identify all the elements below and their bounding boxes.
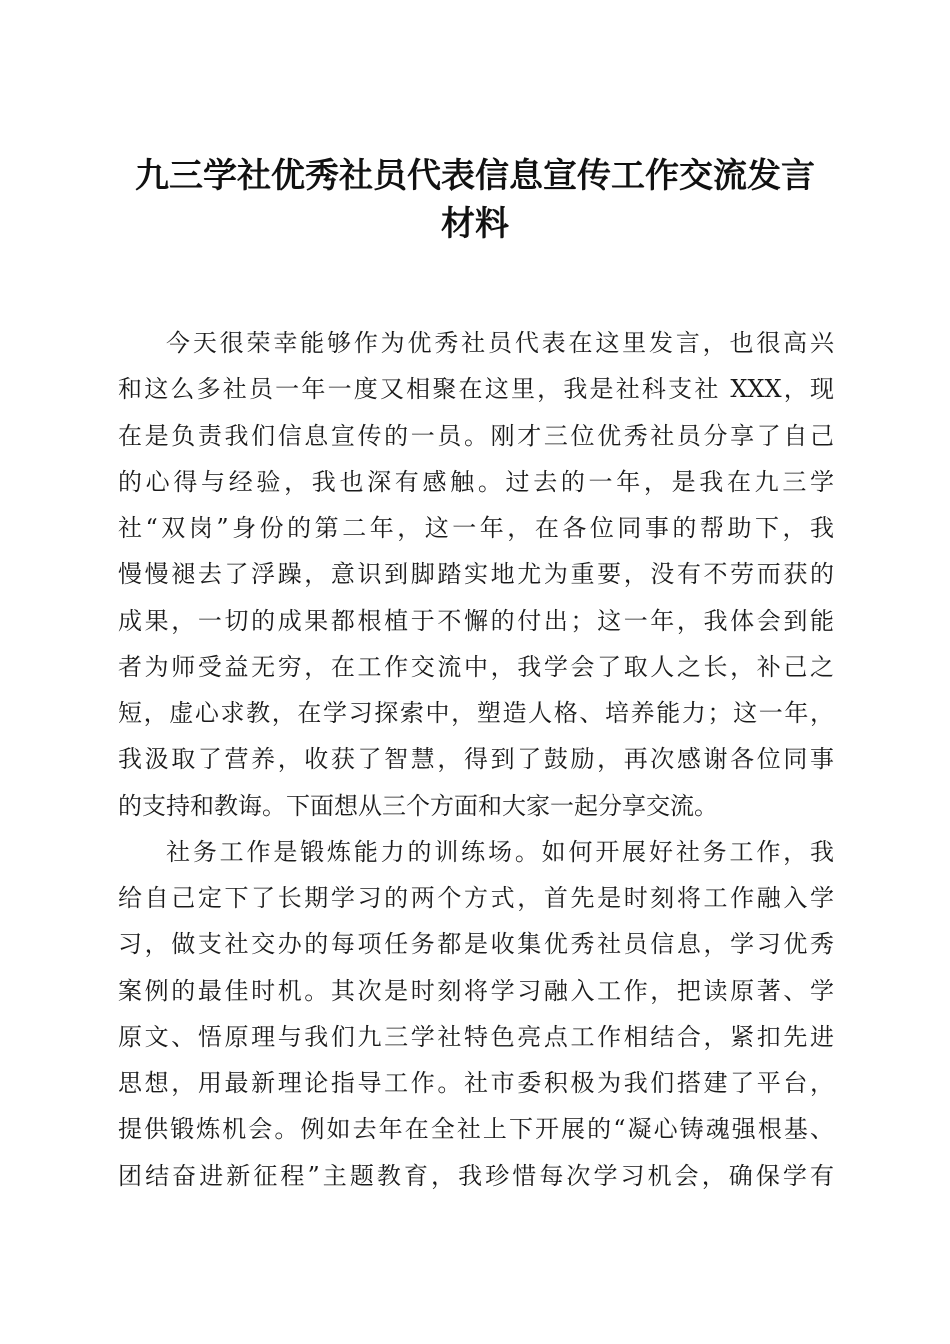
paragraph-2 [118, 829, 834, 1199]
title-line-2: 材料 [441, 204, 509, 244]
document-body [118, 320, 834, 1199]
text-line: 思想，用最新理论指导工作。社市委积极为我们搭建了平台， [118, 1069, 834, 1097]
text-line: 团结奋进新征程”主题教育，我珍惜每次学习机会，确保学有 [118, 1161, 834, 1190]
text-line: 给自己定下了长期学习的两个方式，首先是时刻将工作融入学 [118, 884, 834, 912]
text-line: 慢慢褪去了浮躁，意识到脚踏实地尤为重要，没有不劳而获的 [118, 560, 834, 589]
text-line: 原文、悟原理与我们九三学社特色亮点工作相结合，紧扣先进 [118, 1022, 834, 1051]
text-line: 的支持和教诲。下面想从三个方面和大家一起分享交流。 [118, 791, 718, 820]
text-line: 社务工作是锻炼能力的训练场。如何开展好社务工作，我 [166, 837, 834, 866]
text-line: 和这么多社员一年一度又相聚在这里，我是社科支社 XXX，现 [118, 375, 834, 404]
text-line: 的心得与经验，我也深有感触。过去的一年，是我在九三学 [118, 467, 834, 496]
text-line: 今天很荣幸能够作为优秀社员代表在这里发言，也很高兴 [166, 329, 834, 357]
text-line: 在是负责我们信息宣传的一员。刚才三位优秀社员分享了自己 [118, 421, 834, 450]
text-line: 者为师受益无穷，在工作交流中，我学会了取人之长，补己之 [118, 652, 834, 681]
document-title [100, 152, 850, 248]
text-line: 短，虚心求教，在学习探索中，塑造人格、培养能力；这一年， [118, 699, 834, 727]
title-line-1: 九三学社优秀社员代表信息宣传工作交流发言 [135, 156, 815, 196]
text-line: 社“双岗”身份的第二年，这一年，在各位同事的帮助下，我 [118, 514, 834, 542]
text-line: 成果，一切的成果都根植于不懈的付出；这一年，我体会到能 [118, 606, 834, 635]
paragraph-1 [118, 320, 834, 829]
text-line: 习，做支社交办的每项任务都是收集优秀社员信息，学习优秀 [118, 930, 834, 959]
text-line: 提供锻炼机会。例如去年在全社上下开展的“凝心铸魂强根基、 [118, 1115, 834, 1144]
text-line: 案例的最佳时机。其次是时刻将学习融入工作，把读原著、学 [118, 976, 834, 1005]
text-line: 我汲取了营养，收获了智慧，得到了鼓励，再次感谢各位同事 [118, 745, 834, 774]
